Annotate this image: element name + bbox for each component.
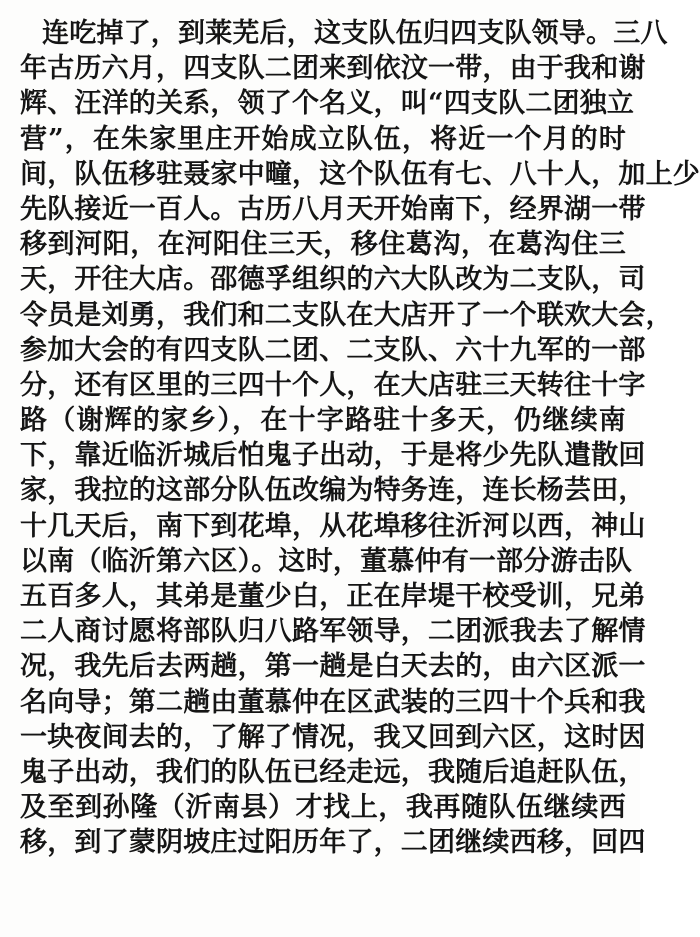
text-line: 家，我拉的这部分队伍改编为特务连，连长杨芸田， (20, 475, 646, 507)
text-line: 况，我先后去两趟，第一趟是白天去的，由六区派一 (20, 651, 646, 683)
text-line: 营”，在朱家里庄开始成立队伍，将近一个月的时 (20, 123, 626, 155)
text-line: 分，还有区里的三四十个人，在大店驻三天转往十字 (20, 369, 646, 401)
text-line: 年古历六月，四支队二团来到依汶一带，由于我和谢 (20, 53, 646, 85)
text-line: 路（谢辉的家乡），在十字路驻十多天，仍继续南 (20, 405, 626, 437)
text-line: 先队接近一百人。古历八月天开始南下，经界湖一带 (20, 193, 646, 225)
text-line: 连吃掉了，到莱芜后，这支队伍归四支队领导。三八 (42, 18, 668, 49)
text-line: 移到河阳，在河阳住三天，移住葛沟，在葛沟住三 (20, 229, 626, 261)
text-line: 下，靠近临沂城后怕鬼子出动，于是将少先队遣散回 (20, 440, 646, 472)
text-line: 名向导；第二趟由董慕仲在区武装的三四十个兵和我 (20, 686, 646, 718)
text-line: 参加大会的有四支队二团、二支队、六十九军的一部 (20, 334, 646, 366)
text-line: 以南（临沂第六区）。这时，董慕仲有一部分游击队 (20, 545, 633, 577)
text-line: 及至到孙隆（沂南县）才找上，我再随队伍继续西 (20, 792, 626, 824)
text-line: 天，开往大店。邵德孚组织的六大队改为二支队，司 (20, 264, 646, 296)
text-line: 十几天后，南下到花埠，从花埠移往沂河以西，神山 (20, 510, 646, 542)
text-line: 辉、汪洋的关系，领了个名义，叫“四支队二团独立 (20, 88, 635, 120)
text-line: 一块夜间去的，了解了情况，我又回到六区，这时因 (20, 721, 646, 753)
text-line: 二人商讨愿将部队归八路军领导，二团派我去了解情 (20, 616, 646, 648)
text-line: 鬼子出动，我们的队伍已经走远，我随后追赶队伍， (20, 756, 646, 788)
body-text (20, 16, 700, 861)
text-line: 间，队伍移驻聂家中疃，这个队伍有七、八十人，加上少 (20, 158, 700, 190)
text-line: 五百多人，其弟是董少白，正在岸堤干校受训，兄弟 (20, 581, 646, 612)
text-line: 移，到了蒙阴坡庄过阳历年了，二团继续西移，回四 (20, 827, 646, 859)
text-line: 令员是刘勇，我们和二支队在大店开了一个联欢大会， (20, 299, 673, 331)
